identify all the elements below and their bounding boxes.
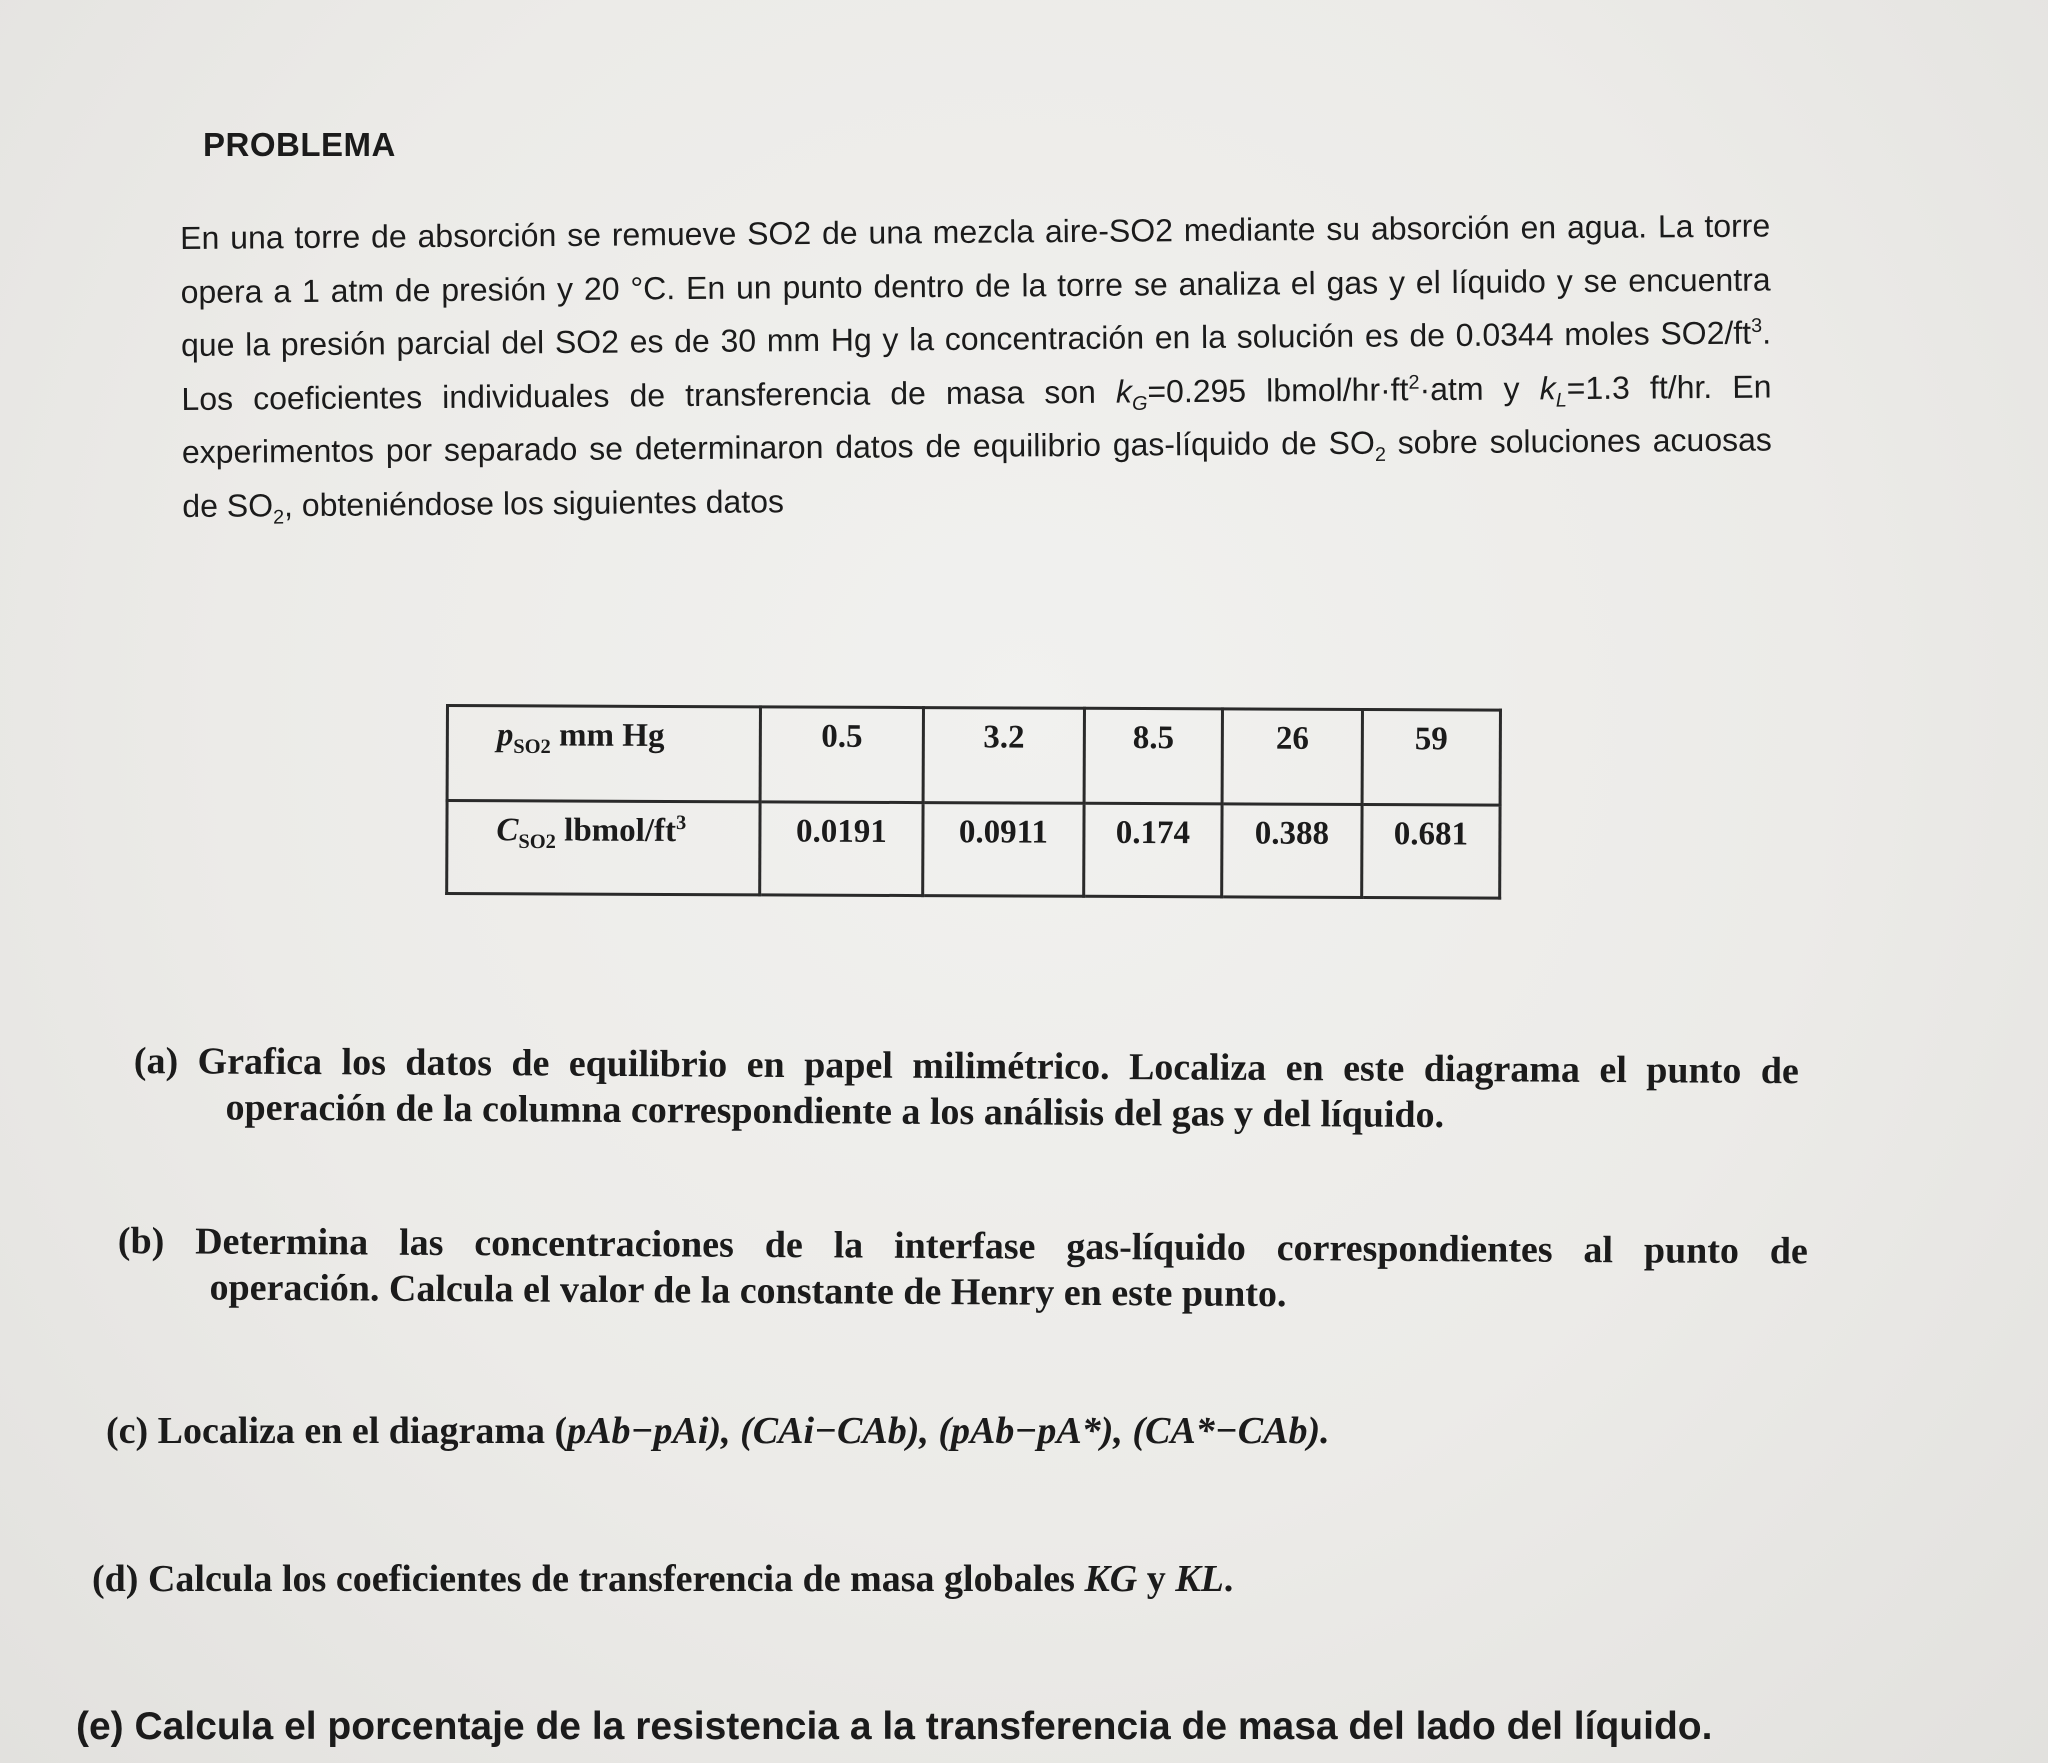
kl-subscript: L [1555, 389, 1567, 412]
question-d-prefix: (d) Calcula los coeficientes de transferencia de masa globales [92, 1558, 1085, 1600]
table-row-concentration [447, 801, 1500, 899]
question-e: (e) Calcula el porcentaje de la resistencia a la transferencia de masa del lado del líquido. [76, 1705, 1713, 1748]
kl-value: =1.3 ft/hr. En experimentos por separado se determinaron datos de equilibrio gas-líquido de SO [181, 368, 1772, 470]
table-cell: 0.681 [1362, 804, 1500, 898]
table-cell: 0.5 [760, 707, 923, 803]
question-d [92, 1556, 1233, 1602]
intro-part-4: , obteniéndose los siguientes datos [283, 482, 785, 523]
table-cell: 8.5 [1084, 708, 1222, 804]
question-a-line-2: operación de la columna correspondiente a los análisis del gas y del líquido. [225, 1086, 1445, 1137]
table-cell: 0.388 [1222, 804, 1362, 898]
so2-sub-2: 2 [273, 506, 285, 529]
pressure-unit: mm Hg [550, 717, 665, 754]
pressure-row-label [447, 706, 760, 802]
concentration-sup: 3 [676, 812, 687, 835]
concentration-subscript: SO2 [518, 830, 556, 854]
concentration-unit: lbmol/ft [555, 812, 677, 850]
question-d-and: y [1137, 1558, 1176, 1600]
concentration-row-label [447, 801, 760, 895]
table-cell: 3.2 [923, 708, 1084, 804]
question-d-end: . [1223, 1558, 1234, 1600]
table-cell: 59 [1362, 709, 1500, 805]
question-b-line-1: (b) Determina las concentraciones de la interfase gas-líquido correspondientes al punto de [117, 1220, 1808, 1273]
question-a-line-1: (a) Grafica los datos de equilibrio en papel milimétrico. Localiza en este diagrama el punto de [133, 1040, 1799, 1093]
question-c-prefix: (c) Localiza en el diagrama ( [106, 1410, 568, 1452]
table-cell: 0.0191 [760, 802, 923, 896]
kg-value: =0.295 lbmol/hr·ft [1147, 370, 1409, 409]
table-cell: 0.174 [1084, 803, 1222, 897]
kl-symbol: k [1539, 369, 1556, 406]
question-c [106, 1408, 1330, 1454]
intro-part-3: sobre soluciones acuosas de SO [182, 421, 1772, 524]
kg-tail: ·atm y [1419, 369, 1540, 407]
concentration-symbol: C [496, 812, 519, 849]
kg-subscript: G [1131, 392, 1148, 415]
equilibrium-data-table [445, 704, 1502, 900]
question-b-line-2: operación. Calcula el valor de la constante de Henry en este punto. [209, 1266, 1287, 1316]
pressure-subscript: SO2 [513, 735, 551, 759]
so2-sub-1: 2 [1374, 443, 1387, 467]
intro-part-2: . Los coeficientes individuales de transferencia de masa son [181, 314, 1772, 417]
question-b [117, 1218, 1808, 1320]
intro-part-1: En una torre de absorción se remueve SO2 de una mezcla aire-SO2 mediante su absorción en agua. La torre opera a 1 atm de presión y 20 °C. En un punto dentro de la torre se analiza el gas y el líquido y se encuentra que la presión parcial del SO2 es de 30 mm Hg y la concentración en la solución es de 0.0344 moles SO2/ft [180, 207, 1771, 363]
pressure-symbol: p [496, 717, 514, 754]
intro-sup-3: 3 [1750, 314, 1763, 338]
kg-overall-symbol: KG [1084, 1558, 1138, 1600]
question-a [133, 1038, 1799, 1140]
kl-overall-symbol: KL [1175, 1558, 1224, 1600]
problem-statement [180, 200, 1772, 533]
table-cell: 0.0911 [923, 803, 1084, 897]
question-c-terms: pAb−pAi), (CAi−CAb), (pAb−pA*), (CA*−CAb). [567, 1410, 1330, 1452]
problem-heading: PROBLEMA [203, 126, 396, 163]
kg-sup: 2 [1408, 371, 1420, 394]
kg-symbol: k [1115, 373, 1133, 410]
table-cell: 26 [1222, 709, 1362, 805]
table-row-pressure [447, 706, 1500, 806]
